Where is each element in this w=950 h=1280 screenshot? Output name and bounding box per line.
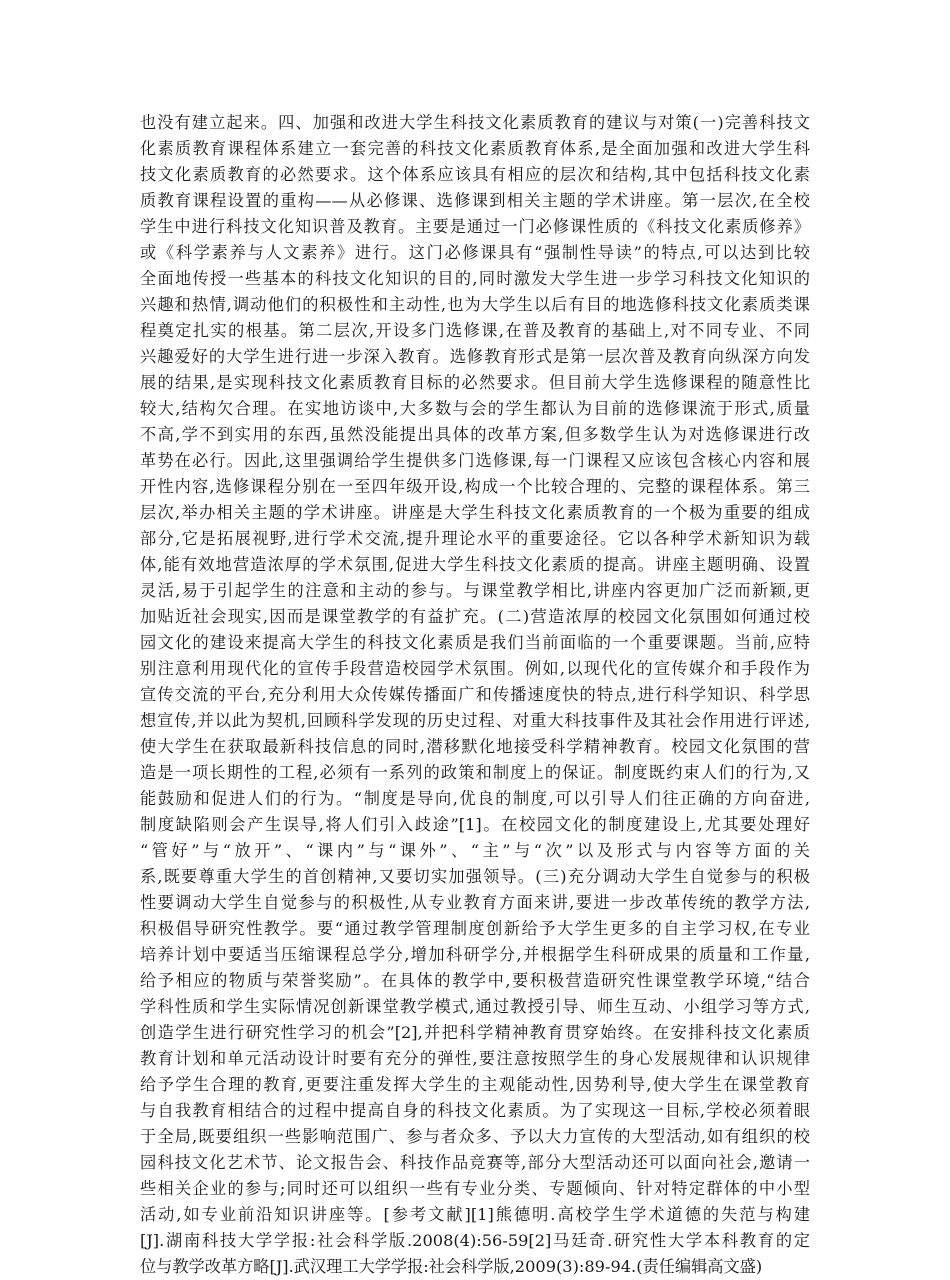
text-line: 造是一项长期性的工程,必须有一系列的政策和制度上的保证。制度既约束人们的行为,又 — [140, 763, 810, 782]
text-line: 园科技文化艺术节、论文报告会、科技作品竞赛等,部分大型活动还可以面向社会,邀请一 — [140, 1153, 810, 1172]
text-line: 技文化素质教育的必然要求。这个体系应该具有相应的层次和结构,其中包括科技文化素 — [140, 165, 810, 184]
text-line: 学生中进行科技文化知识普及教育。主要是通过一门必修课性质的《科技文化素质修养》 — [140, 217, 810, 236]
text-line: “管好”与“放开”、“课内”与“课外”、“主”与“次”以及形式与内容等方面的关 — [140, 841, 810, 860]
text-line: 积极倡导研究性教学。要“通过教学管理制度创新给予大学生更多的自主学习权,在专业 — [140, 919, 810, 938]
text-line: 于全局,既要组织一些影响范围广、参与者众多、予以大力宣传的大型活动,如有组织的校 — [140, 1127, 810, 1146]
text-line: 与自我教育相结合的过程中提高自身的科技文化素质。为了实现这一目标,学校必须着眼 — [140, 1101, 810, 1120]
text-line: 给予相应的物质与荣誉奖励”。在具体的教学中,要积极营造研究性课堂教学环境,“结合 — [140, 971, 810, 990]
text-line: 宣传交流的平台,充分利用大众传媒传播面广和传播速度快的特点,进行科学知识、科学思 — [140, 685, 810, 704]
text-line: 加贴近社会现实,因而是课堂教学的有益扩充。(二)营造浓厚的校园文化氛围如何通过校 — [140, 607, 810, 626]
text-line: 也没有建立起来。四、加强和改进大学生科技文化素质教育的建议与对策(一)完善科技文 — [140, 113, 810, 132]
text-line: 灵活,易于引起学生的注意和主动的参与。与课堂教学相比,讲座内容更加广泛而新颖,更 — [140, 581, 810, 600]
text-line: 或《科学素养与人文素养》进行。这门必修课具有“强制性导读”的特点,可以达到比较 — [140, 243, 810, 262]
text-line: 化素质教育课程体系建立一套完善的科技文化素质教育体系,是全面加强和改进大学生科 — [140, 139, 810, 158]
text-line: 质教育课程设置的重构——从必修课、选修课到相关主题的学术讲座。第一层次,在全校 — [140, 191, 810, 210]
text-line: 使大学生在获取最新科技信息的同时,潜移默化地接受科学精神教育。校园文化氛围的营 — [140, 737, 810, 756]
text-line: 活动,如专业前沿知识讲座等。[参考文献][1]熊德明.高校学生学术道德的失范与构建 — [140, 1205, 810, 1224]
text-line: 学科性质和学生实际情况创新课堂教学模式,通过教授引导、师生互动、小组学习等方式, — [140, 997, 810, 1016]
text-line: 培养计划中要适当压缩课程总学分,增加科研学分,并根据学生科研成果的质量和工作量, — [140, 945, 810, 964]
text-line: 革势在必行。因此,这里强调给学生提供多门选修课,每一门课程又应该包含核心内容和展 — [140, 451, 810, 470]
text-line: 性要调动大学生自觉参与的积极性,从专业教育方面来讲,要进一步改革传统的教学方法, — [140, 893, 810, 912]
text-line: 部分,它是拓展视野,进行学术交流,提升理论水平的重要途径。它以各种学术新知识为载 — [140, 529, 810, 548]
text-line: 教育计划和单元活动设计时要有充分的弹性,要注意按照学生的身心发展规律和认识规律 — [140, 1049, 810, 1068]
reference-line: 位与教学改革方略[J].武汉理工大学学报:社会科学版,2009(3):89-94.(责任编辑高文盛) — [140, 1257, 763, 1276]
text-line: 能鼓励和促进人们的行为。“制度是导向,优良的制度,可以引导人们往正确的方向奋进, — [140, 789, 810, 808]
reference-line: [J].湖南科技大学学报:社会科学版.2008(4):56-59[2]马廷奇.研究性大学本科教育的定 — [140, 1231, 810, 1250]
text-line: 开性内容,选修课程分别在一至四年级开设,构成一个比较合理的、完整的课程体系。第三 — [140, 477, 810, 496]
text-line: 制度缺陷则会产生误导,将人们引入歧途”[1]。在校园文化的制度建设上,尤其要处理好 — [140, 815, 810, 834]
text-line: 兴趣和热情,调动他们的积极性和主动性,也为大学生以后有目的地选修科技文化素质类课 — [140, 295, 810, 314]
text-line: 想宣传,并以此为契机,回顾科学发现的历史过程、对重大科技事件及其社会作用进行评述, — [140, 711, 810, 730]
text-line: 全面地传授一些基本的科技文化知识的目的,同时激发大学生进一步学习科技文化知识的 — [140, 269, 810, 288]
text-line: 层次,举办相关主题的学术讲座。讲座是大学生科技文化素质教育的一个极为重要的组成 — [140, 503, 810, 522]
text-line: 体,能有效地营造浓厚的学术氛围,促进大学生科技文化素质的提高。讲座主题明确、设置 — [140, 555, 810, 574]
text-line: 程奠定扎实的根基。第二层次,开设多门选修课,在普及教育的基础上,对不同专业、不同 — [140, 321, 810, 340]
text-line: 别注意利用现代化的宣传手段营造校园学术氛围。例如,以现代化的宣传媒介和手段作为 — [140, 659, 810, 678]
text-line: 不高,学不到实用的东西,虽然没能提出具体的改革方案,但多数学生认为对选修课进行改 — [140, 425, 810, 444]
text-line: 较大,结构欠合理。在实地访谈中,大多数与会的学生都认为目前的选修课流于形式,质量 — [140, 399, 810, 418]
text-line: 给予学生合理的教育,更要注重发挥大学生的主观能动性,因势利导,使大学生在课堂教育 — [140, 1075, 810, 1094]
document-body — [140, 110, 810, 1280]
text-line: 园文化的建设来提高大学生的科技文化素质是我们当前面临的一个重要课题。当前,应特 — [140, 633, 810, 652]
text-line: 系,既要尊重大学生的首创精神,又要切实加强领导。(三)充分调动大学生自觉参与的积极 — [140, 867, 810, 886]
text-line: 些相关企业的参与;同时还可以组织一些有专业分类、专题倾向、针对特定群体的中小型 — [140, 1179, 810, 1198]
text-line: 展的结果,是实现科技文化素质教育目标的必然要求。但目前大学生选修课程的随意性比 — [140, 373, 810, 392]
text-line: 创造学生进行研究性学习的机会”[2],并把科学精神教育贯穿始终。在安排科技文化素质 — [140, 1023, 810, 1042]
text-line: 兴趣爱好的大学生进行进一步深入教育。选修教育形式是第一层次普及教育向纵深方向发 — [140, 347, 810, 366]
